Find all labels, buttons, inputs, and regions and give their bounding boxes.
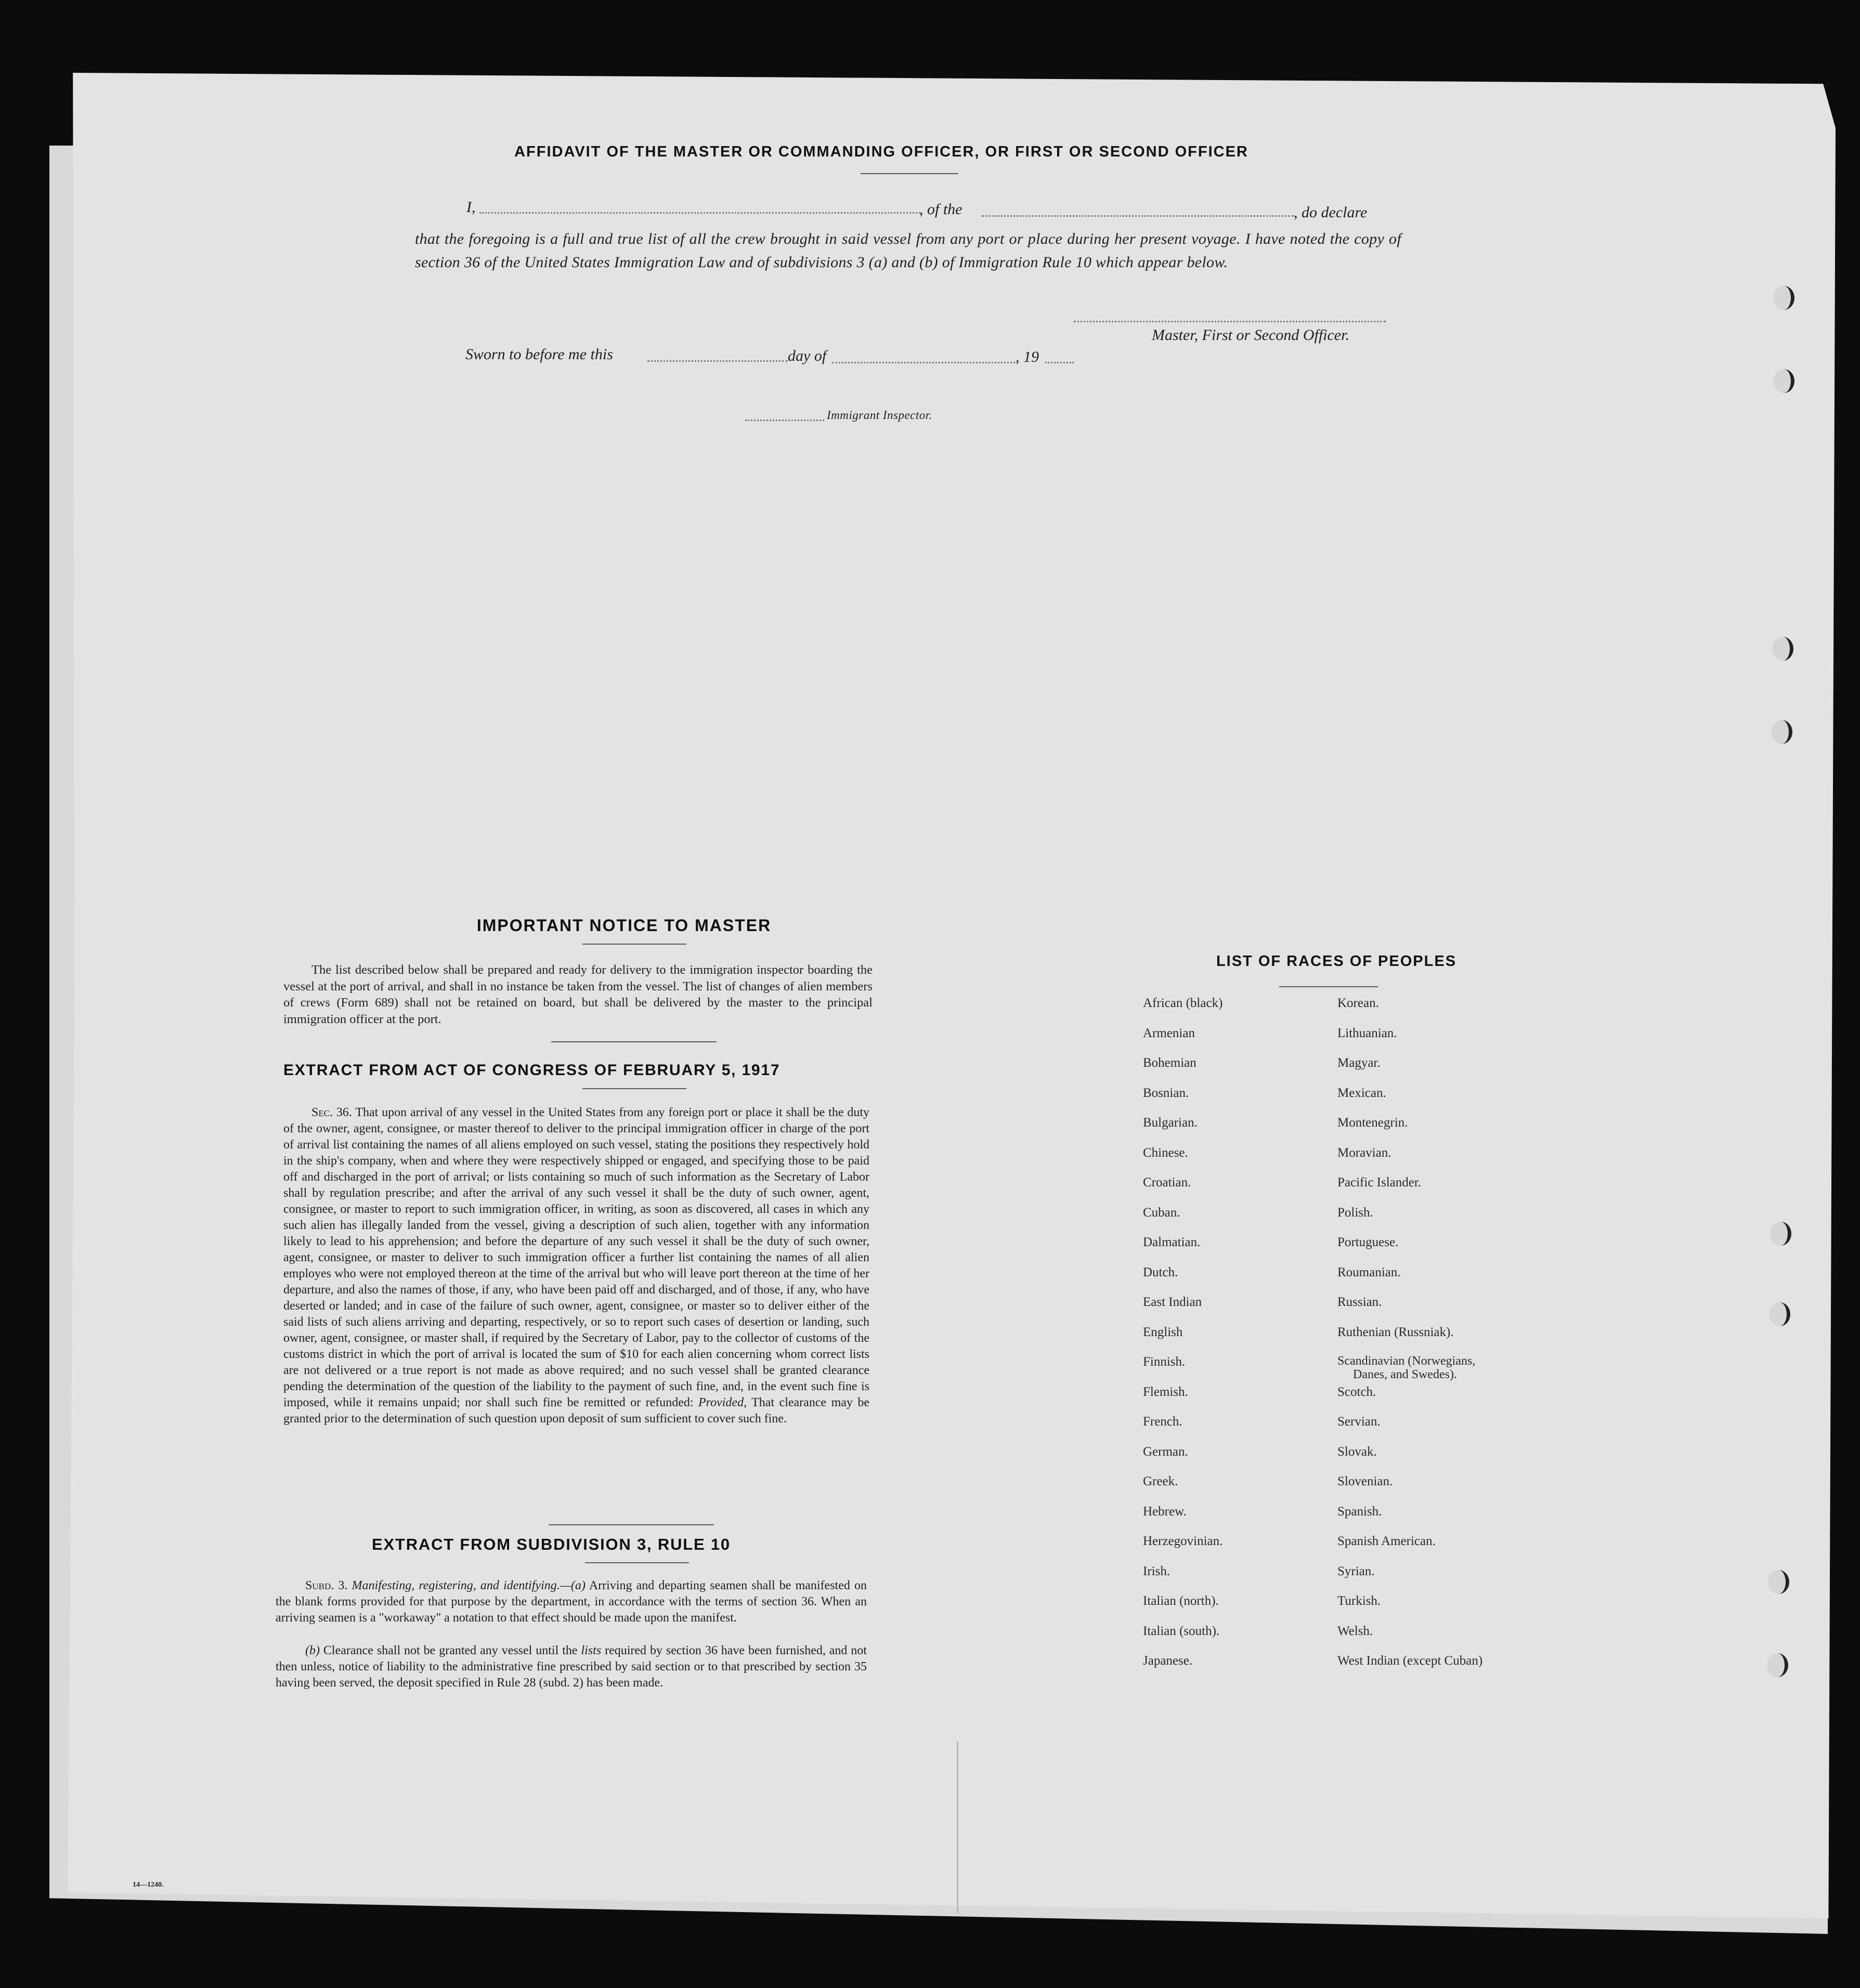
form-number: 14—1240. (133, 1881, 164, 1889)
race-item: Irish. (1143, 1564, 1170, 1578)
year-label: , 19 (1016, 348, 1039, 365)
sworn-day-field[interactable] (647, 360, 788, 362)
sworn-label: Sworn to before me this (465, 346, 613, 363)
rule10-para-b-text-2: required by section 36 have been furnished, and not then unless, notice of liability to the administrative fine prescribed by said section or to that prescribed by section 35 having been served, the deposit specified in Rule 28 (subd. 2) has been made. (276, 1644, 867, 1690)
rule10-para-a-text: Arriving and departing seamen shall be manifested on the blank forms provided for that purpose by the department, in accordance with the terms of section 36. When an arriving seamen is a "workaway" a notation to that effect should be made upon the manifest. (276, 1579, 867, 1625)
race-item: Turkish. (1337, 1594, 1381, 1608)
binder-hole-icon (1767, 1653, 1788, 1677)
race-item: Welsh. (1337, 1624, 1373, 1638)
rule10-b-label: (b) (305, 1644, 320, 1657)
race-item: Korean. (1337, 996, 1379, 1010)
act-body-text: That upon arrival of any vessel in the United States from any foreign port or place it shall be the duty of the owner, agent, consignee, or master thereof to deliver to the principal immigration officer in charge of the port of arrival list containing the names of all aliens employed on such vessel, stating the positions they respectively hold in the ship's company, when and where they were respectively shipped or engaged, and specifying those to be paid off and discharged in the port of arrival; or lists containing so much of such information as the Secretary of Labor shall by regulation prescribe; and after the arrival of any such vessel it shall be the duty of such owner, agent, consignee, or master to report to such immigration officer, in writing, as soon as discovered, all cases in which any such alien has illegally landed from the vessel, giving a description of such alien, together with any information likely to lead to his apprehension; and before the departure of any such vessel it shall be the duty of such owner, agent, consignee, or master to deliver to such immigration officer a further list containing the names of all alien employes who were not employed thereon at the time of the arrival but who will leave port thereon at the time of her departure, and also the names of those, if any, who have been paid off and discharged, and of those, if any, who have deserted or landed; and in case of the failure of such owner, agent, consignee, or master so to deliver either of the said lists of such aliens arriving and departing, respectively, or so to report such cases of desertion or landing, such owner, agent, consignee, or master shall, if required by the Secretary of Labor, pay to the collector of customs of the customs district in which the port of arrival is located the sum of $10 for each alien concerning whom correct lists are not delivered or a true report is not made as above required; and no such vessel shall be granted clearance pending the determination of the question of the liability to the payment of such fine, and, in the event such fine is imposed, while it remains unpaid; nor shall such fine be remitted or refunded: (283, 1106, 869, 1409)
race-item: African (black) (1143, 996, 1223, 1010)
binder-hole-icon (1773, 286, 1794, 310)
race-item: Spanish American. (1337, 1534, 1436, 1548)
race-item: Slovak. (1337, 1444, 1377, 1459)
rule10-subd-heading: Manifesting, registering, and identifying.—(a) (352, 1579, 586, 1592)
race-item: Japanese. (1143, 1654, 1193, 1668)
race-item: Montenegrin. (1337, 1116, 1408, 1130)
race-item: Greek. (1143, 1474, 1178, 1488)
affiant-name-field[interactable] (479, 212, 920, 214)
notice-body: The list described below shall be prepared and ready for delivery to the immigration inspector boarding the vessel at the port of arrival, and shall in no instance be taken from the vessel. The list of changes of alien members of crews (Form 689) shall not be retained on board, but shall be delivered by the master to the principal immigration officer at the port. (283, 963, 873, 1026)
race-item: Mexican. (1337, 1085, 1386, 1100)
binder-hole-icon (1768, 1570, 1789, 1594)
rule10-para-a (276, 1578, 867, 1626)
race-item: Hebrew. (1143, 1504, 1187, 1519)
race-item: Slovenian. (1337, 1474, 1393, 1488)
page-fold (957, 1742, 958, 1913)
notice-title: IMPORTANT NOTICE TO MASTER (476, 916, 772, 935)
inspector-signature-field[interactable] (745, 420, 824, 421)
act-provided: Provided, (698, 1396, 747, 1409)
race-item: Italian (south). (1143, 1624, 1220, 1638)
race-item: Magyar. (1337, 1056, 1381, 1070)
act-section-label: Sec. 36. (311, 1106, 352, 1119)
affidavit-body: that the foregoing is a full and true list of all the crew brought in said vessel from any port or place during her present voyage. I have noted the copy of section 36 of the United States Immigration Law and of subdivisions 3 (a) and (b) of Immigration Rule 10 which appear below. (415, 230, 1401, 271)
race-item: Bosnian. (1143, 1085, 1189, 1100)
affidavit-title-rule (861, 173, 958, 174)
act-top-rule (551, 1041, 717, 1042)
inspector-label: Immigrant Inspector. (827, 409, 932, 422)
race-item: Ruthenian (Russniak). (1337, 1325, 1454, 1339)
act-body (283, 1105, 869, 1427)
race-item: Portuguese. (1337, 1235, 1399, 1249)
act-body-end: That clearance may be granted prior to the determination of such question upon deposit of sum sufficient to cover such fine. (283, 1396, 870, 1425)
race-item: Armenian (1143, 1026, 1195, 1040)
act-title: EXTRACT FROM ACT OF CONGRESS OF FEBRUARY 5, 1917 (283, 1062, 781, 1079)
race-item: Moravian. (1337, 1145, 1391, 1160)
race-item: Chinese. (1143, 1145, 1188, 1160)
race-item: Spanish. (1337, 1504, 1382, 1519)
race-item: Dalmatian. (1143, 1235, 1201, 1249)
race-item: German. (1143, 1444, 1188, 1459)
affidavit-of-the: , of the (919, 201, 962, 218)
notice-title-rule (582, 944, 686, 945)
binder-hole-icon (1773, 369, 1794, 393)
race-item: Syrian. (1337, 1564, 1375, 1578)
race-item: Flemish. (1143, 1384, 1188, 1399)
race-item: Bulgarian. (1143, 1116, 1198, 1130)
rule10-subd-label: Subd. 3. (305, 1579, 348, 1592)
affidavit-i: I, (466, 199, 476, 216)
race-item: Servian. (1337, 1415, 1381, 1429)
race-item: Scotch. (1337, 1384, 1376, 1399)
races-title: LIST OF RACES OF PEOPLES (1216, 953, 1457, 970)
signature-label: Master, First or Second Officer. (1152, 326, 1349, 344)
sworn-year-field[interactable] (1045, 362, 1074, 363)
act-title-rule (582, 1088, 686, 1089)
day-of-label: day of (788, 347, 827, 364)
affidavit-title: AFFIDAVIT OF THE MASTER OR COMMANDING OFFICER, OR FIRST OR SECOND OFFICER (514, 143, 1248, 160)
race-item: Polish. (1337, 1205, 1373, 1220)
races-title-rule (1279, 986, 1378, 987)
race-item-scandinavian (1337, 1354, 1482, 1384)
race-item: Lithuanian. (1337, 1026, 1397, 1040)
race-item: Finnish. (1143, 1355, 1186, 1369)
sworn-month-field[interactable] (832, 362, 1015, 363)
race-item: Pacific Islander. (1337, 1175, 1422, 1189)
rule10-title-rule (585, 1562, 689, 1563)
races-left-column (1143, 996, 1222, 1683)
race-item: Bohemian (1143, 1056, 1196, 1070)
race-item: West Indian (except Cuban) (1337, 1654, 1483, 1668)
race-item: Croatian. (1143, 1175, 1191, 1189)
binder-hole-icon (1772, 637, 1793, 661)
rule10-para-b-lists: lists (581, 1644, 602, 1657)
race-item: Roumanian. (1337, 1265, 1401, 1279)
rule10-title: EXTRACT FROM SUBDIVISION 3, RULE 10 (372, 1535, 731, 1553)
binder-hole-icon (1770, 1222, 1791, 1246)
rule10-top-rule (549, 1524, 714, 1525)
vessel-name-field[interactable] (982, 215, 1294, 217)
race-item: Herzegovinian. (1143, 1534, 1223, 1548)
rule10-para-b (276, 1643, 867, 1691)
binder-hole-icon (1771, 720, 1792, 744)
race-item: Russian. (1337, 1295, 1382, 1309)
race-item: East Indian (1143, 1295, 1202, 1309)
race-item: French. (1143, 1415, 1182, 1429)
race-item: Scandinavian (Norwegians, (1337, 1354, 1476, 1368)
binder-hole-icon (1769, 1302, 1790, 1326)
race-item: Italian (north). (1143, 1594, 1219, 1608)
race-item: Cuban. (1143, 1205, 1180, 1220)
race-item-continuation: Danes, and Swedes). (1353, 1368, 1457, 1381)
race-item: English (1143, 1325, 1183, 1339)
officer-signature-field[interactable] (1074, 321, 1386, 322)
races-right-column (1337, 996, 1482, 1683)
rule10-para-b-text-1: Clearance shall not be granted any vessel until the (323, 1644, 578, 1657)
affidavit-declare: , do declare (1294, 204, 1368, 221)
race-item: Dutch. (1143, 1265, 1178, 1279)
